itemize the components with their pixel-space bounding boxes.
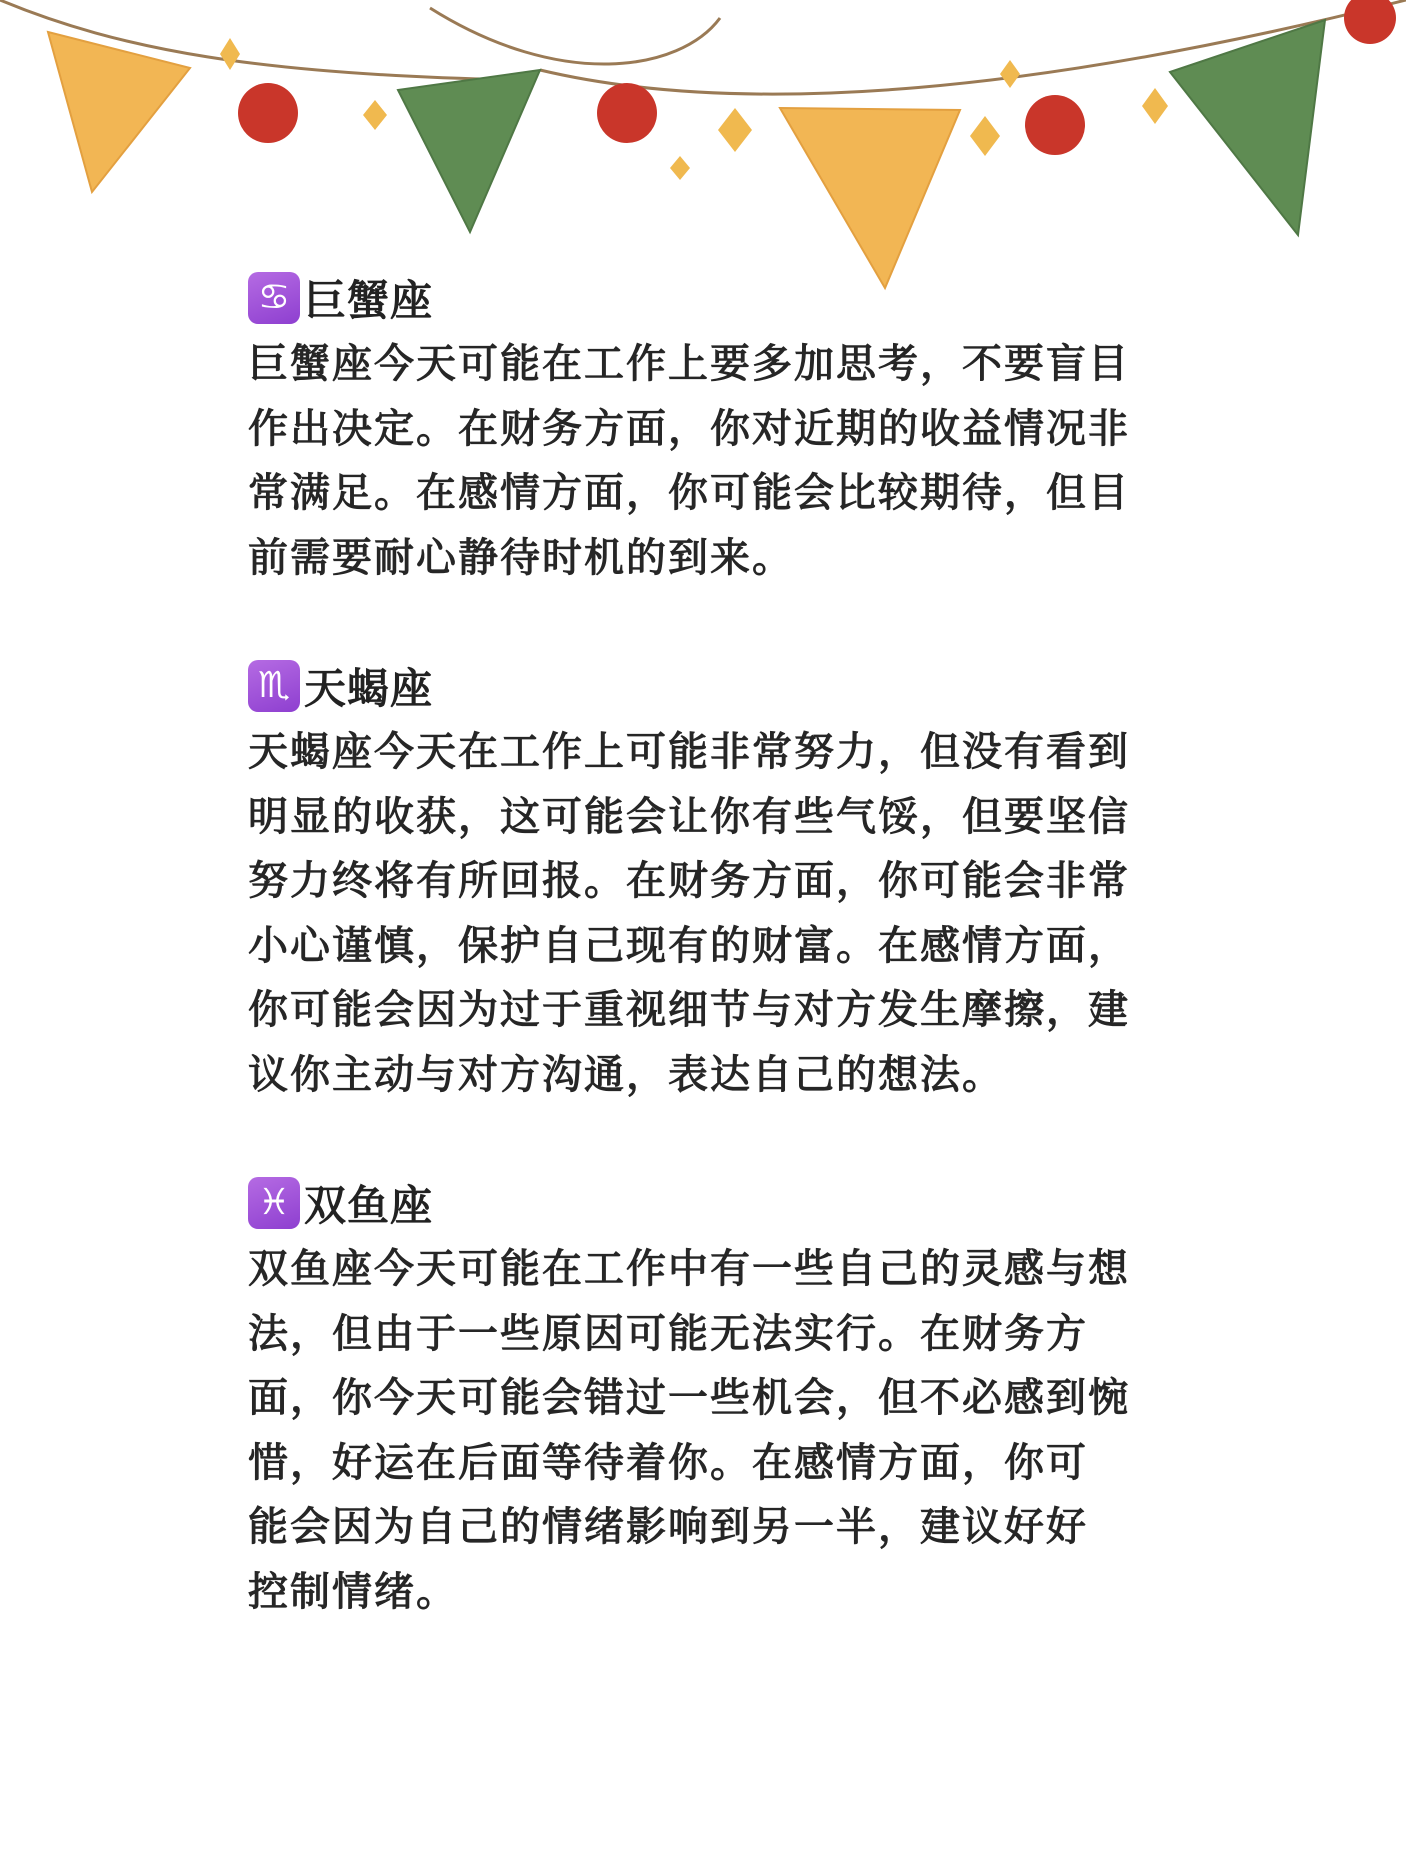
gold-diamond	[670, 156, 690, 180]
pennant-green	[398, 70, 540, 232]
gold-diamond	[1142, 88, 1168, 124]
bunting-decoration	[0, 0, 1406, 300]
section-heading	[248, 656, 1148, 716]
section-body: 天蝎座今天在工作上可能非常努力，但没有看到 明显的收获，这可能会让你有些气馁，但要坚信 努力终将有所回报。在财务方面，你可能会非常 小心谨慎，保护自己现有的财富。在感情方面， 你可能会因为过于重视细节与对方发生摩擦，建 议你主动与对方沟通，表达自己的想法。	[248, 729, 1130, 1098]
horoscope-section-cancer	[248, 268, 1148, 590]
pennant-yellow	[48, 32, 190, 192]
gold-diamond	[718, 108, 752, 152]
red-ornament	[1025, 95, 1085, 155]
section-body: 巨蟹座今天可能在工作上要多加思考，不要盲目 作出决定。在财务方面，你对近期的收益情况非 常满足。在感情方面，你可能会比较期待，但目 前需要耐心静待时机的到来。	[248, 341, 1130, 581]
scorpio-zodiac-icon: ♏	[248, 660, 300, 712]
red-ornament	[1344, 0, 1396, 44]
section-body: 双鱼座今天可能在工作中有一些自己的灵感与想 法，但由于一些原因可能无法实行。在财务方 面，你今天可能会错过一些机会，但不必感到惋 惜，好运在后面等待着你。在感情方面，你可 能会因为自己的情绪影响到另一半，建议好好 控制情绪。	[248, 1246, 1130, 1615]
gold-diamond	[220, 38, 240, 70]
gold-diamond	[1000, 60, 1020, 88]
horoscope-section-pisces	[248, 1173, 1148, 1624]
section-heading	[248, 1173, 1148, 1233]
horoscope-list	[248, 268, 1148, 1690]
cancer-zodiac-icon: ♋	[248, 272, 300, 324]
pisces-zodiac-icon: ♓	[248, 1177, 300, 1229]
bunting-string-mid	[430, 8, 720, 64]
pennant-yellow	[780, 108, 960, 288]
horoscope-section-scorpio	[248, 656, 1148, 1107]
gold-diamond	[970, 116, 1000, 156]
gold-diamond	[363, 100, 387, 130]
section-title: 双鱼座	[304, 1181, 434, 1230]
section-title: 巨蟹座	[304, 276, 434, 325]
red-ornament	[238, 83, 298, 143]
red-ornament	[597, 83, 657, 143]
section-heading	[248, 268, 1148, 328]
pennant-green	[1170, 20, 1325, 235]
section-title: 天蝎座	[304, 664, 434, 713]
